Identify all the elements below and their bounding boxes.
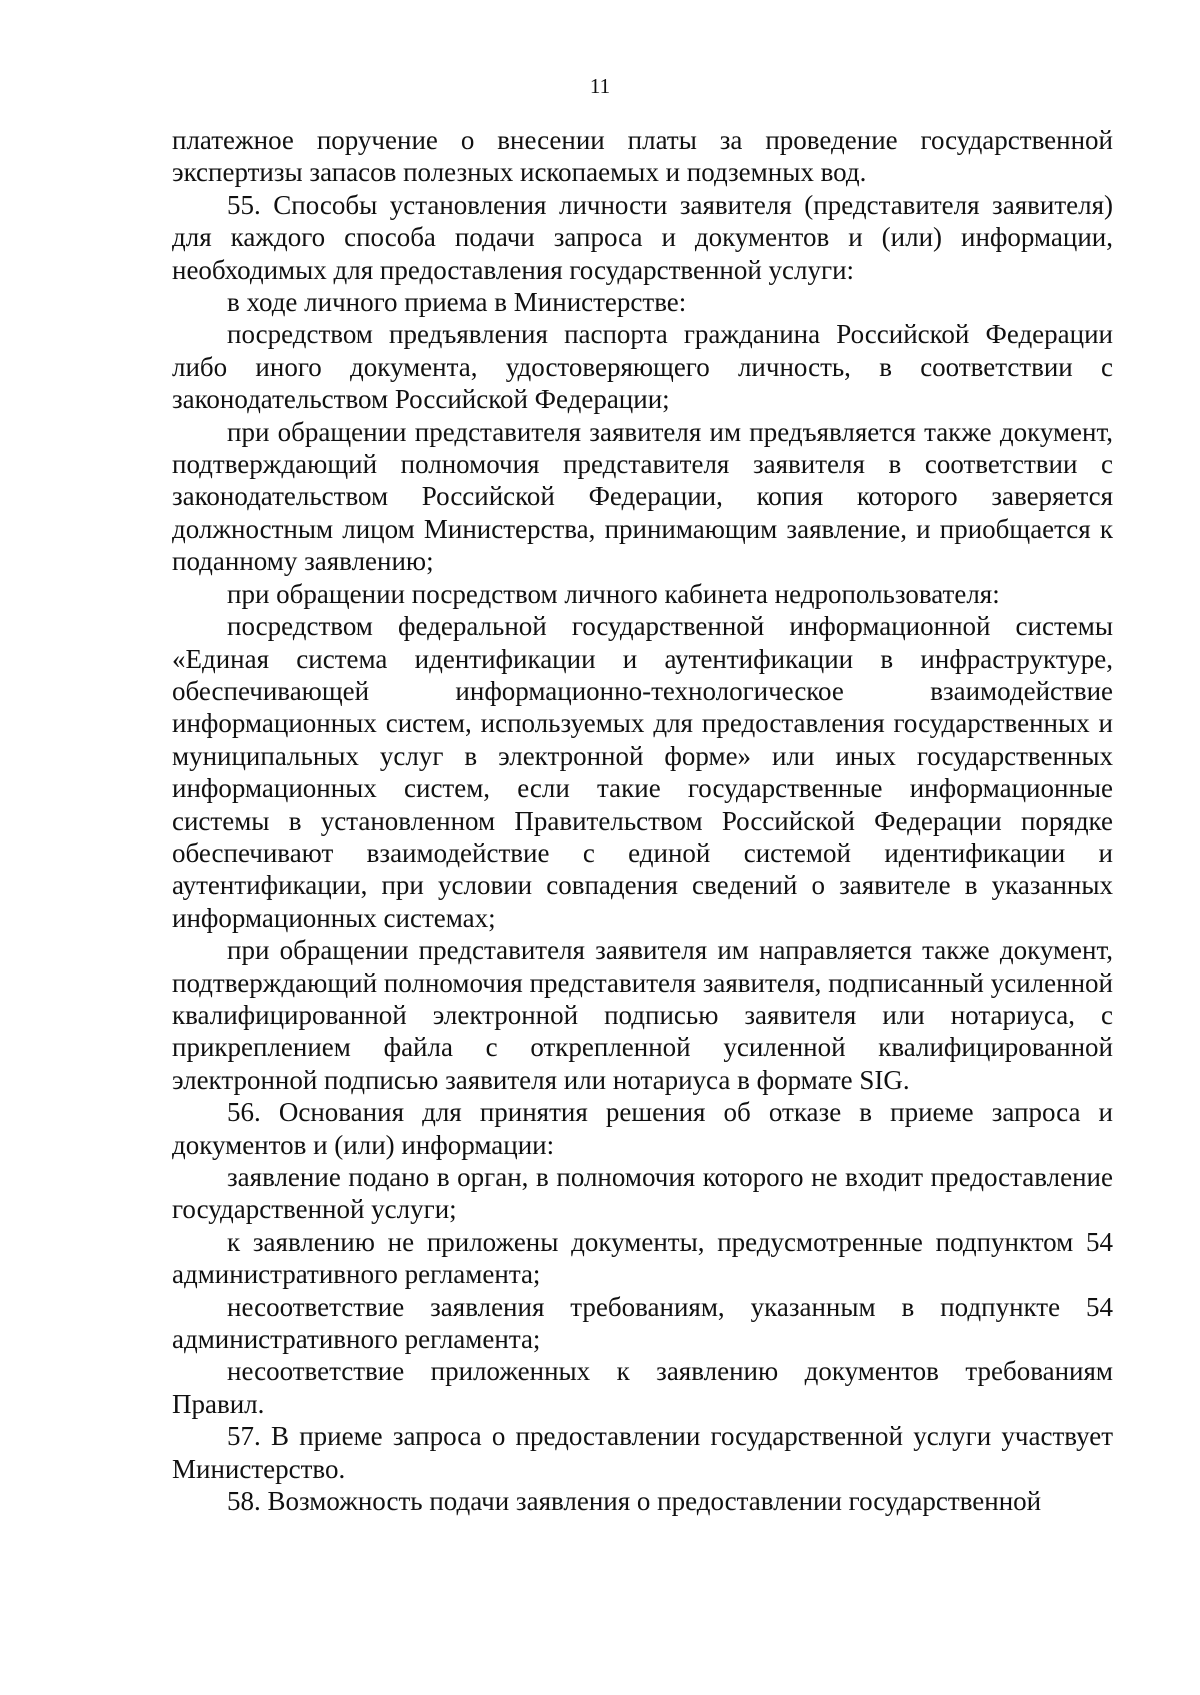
paragraph-58: 58. Возможность подачи заявления о предоставлении государственной: [227, 1486, 1042, 1517]
paragraph-passport: посредством предъявления паспорта гражданина Российской Федерации либо иного документа, удостоверяющего личность, в соответствии с законодательством Российской Федерации;: [172, 319, 1113, 415]
paragraph-documents-mismatch: несоответствие приложенных к заявлению документов требованиям Правил.: [172, 1356, 1113, 1419]
document-body: [172, 124, 1113, 1517]
paragraph-56-heading: 56. Основания для принятия решения об отказе в приеме запроса и документов и (или) информации:: [172, 1097, 1113, 1160]
paragraph-personal-account: при обращении посредством личного кабинета недропользователя:: [227, 578, 1000, 609]
paragraph-representative-signature: при обращении представителя заявителя им направляется также документ, подтверждающий полномочия представителя заявителя, подписанный усиленной квалифицированной электронной подписью заявителя или нотариуса, с прикреплением файла с открепленной усиленной квалифицированной электронной подписью заявителя или нотариуса в формате SIG.: [172, 935, 1113, 1095]
paragraph-wrong-authority: заявление подано в орган, в полномочия которого не входит предоставление государственной услуги;: [172, 1162, 1113, 1225]
paragraph-55-heading: 55. Способы установления личности заявителя (представителя заявителя) для каждого способа подачи запроса и документов и (или) информации, необходимых для предоставления государственной услуги:: [172, 189, 1113, 285]
page-number: 11: [589, 74, 611, 98]
paragraph-application-mismatch: несоответствие заявления требованиям, указанным в подпункте 54 административного регламента;: [172, 1291, 1113, 1355]
paragraph-representative-document: при обращении представителя заявителя им предъявляется также документ, подтверждающий полномочия представителя заявителя в соответствии с законодательством Российской Федерации, копия которого заверяется должностным лицом Министерства, принимающим заявление, и приобщается к поданному заявлению;: [172, 416, 1113, 577]
paragraph-personal-reception: в ходе личного приема в Министерстве:: [227, 287, 687, 318]
paragraph-missing-documents: к заявлению не приложены документы, предусмотренные подпунктом 54 административного регламента;: [172, 1226, 1113, 1290]
paragraph-payment-order: платежное поручение о внесении платы за проведение государственной экспертизы запасов полезных ископаемых и подземных вод.: [172, 125, 1113, 188]
paragraph-57: 57. В приеме запроса о предоставлении государственной услуги участвует Министерство.: [172, 1421, 1113, 1484]
paragraph-esia: посредством федеральной государственной информационной системы «Единая система идентификации и аутентификации в инфраструктуре, обеспечивающей информационно-технологическое взаимодействие информационных систем, используемых для предоставления государственных и муниципальных услуг в электронной форме» или иных государственных информационных систем, если такие государственные информационные системы в установленном Правительством Российской Федерации порядке обеспечивают взаимодействие с единой системой идентификации и аутентификации, при условии совпадения сведений о заявителе в указанных информационных системах;: [172, 611, 1113, 933]
